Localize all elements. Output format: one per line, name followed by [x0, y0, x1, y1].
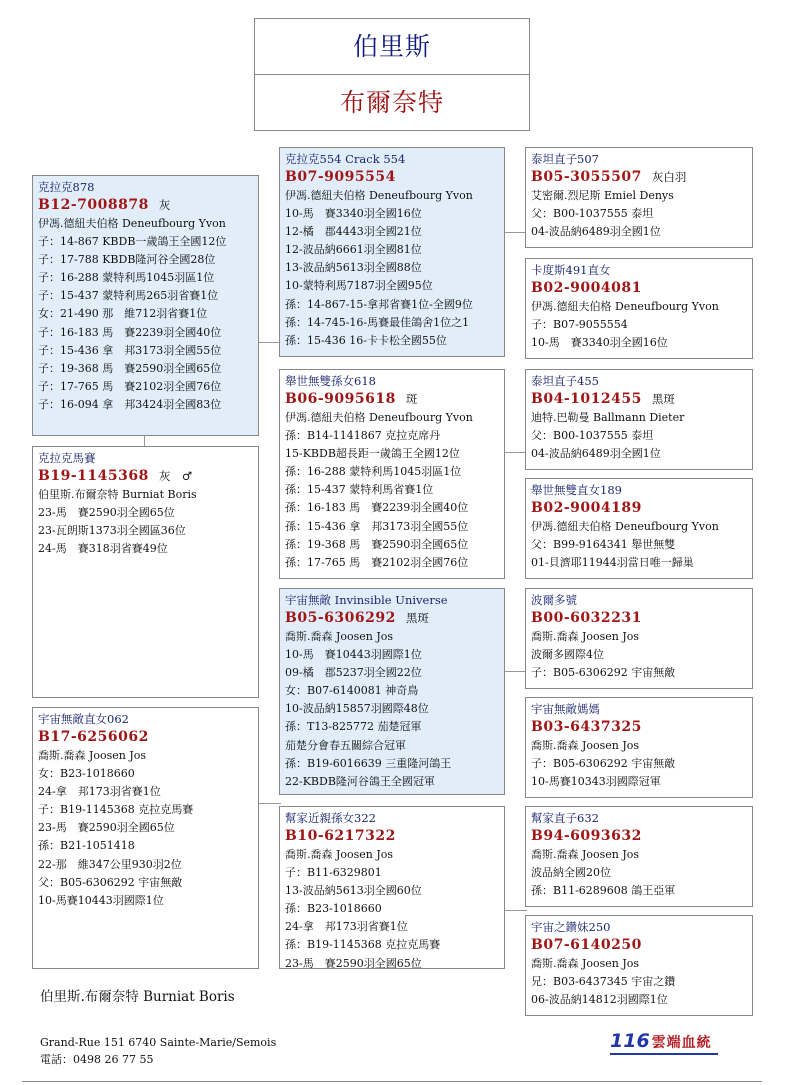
bird-detail-line: 喬斯.喬森 Joosen Jos	[285, 848, 394, 861]
bird-ring-number: B07-6140250	[531, 937, 642, 953]
bird-ring-number: B04-1012455	[531, 391, 642, 407]
bird-ring-number: B05-3055507	[531, 169, 642, 185]
connector	[257, 803, 281, 804]
bird-detail-line: 10-馬賽10343羽國際冠軍	[531, 775, 661, 789]
bird-ring-row	[285, 827, 504, 846]
bird-detail-line: 艾密爾.烈尼斯 Emiel Denys	[531, 189, 674, 202]
bird-detail-line: 孫：17-765 馬 賽2102羽全國76位	[285, 555, 469, 569]
bird-detail-line: 喬斯.喬森 Joosen Jos	[38, 749, 147, 762]
bird-detail-line: 子：B19-1145368 克拉克馬賽	[38, 803, 194, 817]
bird-detail-line: 15-KBDB超長距一歲鴿王全國12位	[285, 447, 460, 461]
owner-address: Grand-Rue 151 6740 Sainte-Marie/Semois	[40, 1036, 277, 1049]
bird-detail-line: 伊馮.德紐夫伯格 Deneufbourg Yvon	[38, 217, 226, 230]
bird-detail-line: 22-那 維347公里930羽2位	[38, 857, 182, 871]
bird-ring-number: B12-7008878	[38, 197, 149, 213]
bird-detail-line: 子：16-094 拿 邦3424羽全國83位	[38, 397, 222, 411]
bird-card-dam	[32, 707, 259, 969]
bird-name: 克拉克馬賽	[38, 451, 96, 465]
bird-detail-line: 喬斯.喬森 Joosen Jos	[531, 739, 640, 752]
bird-detail-line: 孫：B11-6289608 鴿王亞軍	[531, 884, 676, 898]
bird-detail-line: 孫：14-745-16-馬賽最佳鴿舍1位之1	[285, 315, 470, 329]
connector	[257, 342, 281, 343]
bird-ring-number: B02-9004189	[531, 500, 642, 516]
bird-detail-line: 10-馬賽10443羽國際1位	[38, 893, 164, 907]
connector	[503, 232, 527, 233]
bird-ring-number: B00-6032231	[531, 610, 642, 626]
bird-detail-line: 23-馬 賽2590羽全國65位	[38, 506, 175, 520]
bird-name: 舉世無雙孫女618	[285, 374, 376, 388]
bird-detail-line: 孫：16-288 蒙特利馬1045羽區1位	[285, 465, 462, 479]
bird-detail-line: 伊馮.德紐夫伯格 Deneufbourg Yvon	[285, 411, 473, 424]
connector	[144, 436, 145, 446]
bird-name: 宇宙無敵媽媽	[531, 702, 600, 716]
bird-ring-row	[531, 499, 752, 518]
bird-card-ggp-5	[525, 588, 753, 689]
bird-name: 克拉克878	[38, 180, 95, 194]
connector	[503, 910, 527, 911]
bird-detail-line: 10-馬 賽3340羽全國16位	[285, 207, 422, 221]
bird-detail-line: 10-馬 賽3340羽全國16位	[531, 336, 668, 350]
bird-detail-line: 孫：B14-1141867 克拉克席丹	[285, 429, 441, 443]
bird-card-ggp-2	[525, 258, 753, 359]
bird-detail-line: 孫：19-368 馬 賽2590羽全國65位	[285, 537, 469, 551]
owner-contact	[40, 1034, 276, 1068]
bird-ring-number: B94-6093632	[531, 828, 642, 844]
bird-detail-line: 23-瓦朗斯1373羽全國區36位	[38, 524, 186, 538]
bird-detail-line: 10-波品納15857羽國際48位	[285, 702, 429, 716]
bird-name: 泰坦直子455	[531, 374, 599, 388]
bird-color: 灰 ♂	[158, 469, 193, 483]
owner-name: 伯里斯.布爾奈特 Burniat Boris	[40, 989, 235, 1005]
bird-detail-line: 10-馬 賽10443羽國際1位	[285, 648, 422, 662]
bird-detail-line: 伊馮.德紐夫伯格 Deneufbourg Yvon	[531, 520, 719, 533]
pedigree-header	[254, 18, 530, 131]
bird-card-ggp-4	[525, 478, 753, 579]
bird-detail-line: 孫：15-436 拿 邦3173羽全國55位	[285, 519, 469, 533]
bird-detail-line: 喬斯.喬森 Joosen Jos	[531, 848, 640, 861]
bird-name: 宇宙無敵直女062	[38, 712, 129, 726]
bird-color: 斑	[405, 392, 418, 406]
bird-card-ggp-6	[525, 697, 753, 798]
bird-detail-line: 迪特.巴勒曼 Ballmann Dieter	[531, 411, 685, 424]
bird-detail-line: 孫：T13-825772 茄楚冠軍	[285, 720, 422, 734]
bird-ring-row	[38, 467, 258, 486]
bird-detail-line: 伊馮.德紐夫伯格 Deneufbourg Yvon	[531, 300, 719, 313]
bird-ring-row	[531, 168, 752, 187]
bird-detail-line: 子：B05-6306292 宇宙無敵	[531, 757, 676, 771]
bird-detail-line: 22-KBDB隆河谷鴿王全國冠軍	[285, 774, 435, 788]
owner-phone: 電話：0498 26 77 55	[40, 1053, 154, 1066]
bird-ring-number: B19-1145368	[38, 468, 149, 484]
bird-detail-line: 父：B05-6306292 宇宙無敵	[38, 875, 183, 889]
bird-card-ggp-7	[525, 806, 753, 907]
bird-name: 泰坦直子507	[531, 152, 599, 166]
bird-detail-line: 父：B99-9164341 舉世無雙	[531, 538, 676, 552]
bird-detail-line: 子：17-788 KBDB隆河谷全國28位	[38, 253, 216, 267]
bird-card-grandsire	[279, 147, 505, 357]
bird-ring-number: B07-9095554	[285, 169, 396, 185]
bird-name: 克拉克554 Crack 554	[285, 152, 406, 166]
header-title-owner-first: 伯里斯	[255, 19, 529, 75]
bird-detail-line: 女：B07-6140081 神奇鳥	[285, 684, 419, 698]
bird-detail-line: 09-橘 郡5237羽全國22位	[285, 666, 422, 680]
bird-name: 宇宙之鑽妹250	[531, 920, 611, 934]
header-title-owner-last: 布爾奈特	[339, 88, 444, 117]
bird-card-sire	[32, 175, 259, 436]
bird-detail-line: 伯里斯.布爾奈特 Burniat Boris	[38, 488, 197, 501]
bird-card-dam-sire	[279, 588, 505, 795]
bird-ring-row	[285, 390, 504, 409]
bird-detail-line: 父：B00-1037555 泰坦	[531, 207, 654, 221]
bird-detail-line: 子：15-437 蒙特利馬265羽省賽1位	[38, 289, 219, 303]
bird-ring-number: B06-9095618	[285, 391, 396, 407]
bird-detail-line: 子：B05-6306292 宇宙無敵	[531, 666, 676, 680]
bird-detail-line: 兄：B03-6437345 宇宙之鑽	[531, 975, 676, 989]
bird-detail-line: 伊馮.德紐夫伯格 Deneufbourg Yvon	[285, 189, 473, 202]
bird-detail-line: 12-波品納6661羽全國81位	[285, 243, 422, 257]
bird-detail-line: 孫：B19-6016639 三重隆河鴿王	[285, 756, 452, 770]
bird-detail-line: 子：14-867 KBDB一歲鴿王全國12位	[38, 235, 227, 249]
bird-detail-line: 女：21-490 那 維712羽省賽1位	[38, 307, 208, 321]
bird-ring-number: B03-6437325	[531, 719, 642, 735]
logo-number: 116	[610, 1030, 650, 1052]
bird-ring-number: B17-6256062	[38, 729, 149, 745]
bird-name: 卡度斯491直女	[531, 263, 611, 277]
bird-detail-line: 子：15-436 拿 邦3173羽全國55位	[38, 343, 222, 357]
bird-detail-line: 孫：B23-1018660	[285, 902, 382, 916]
bird-card-ggp-1	[525, 147, 753, 248]
bird-color: 灰白羽	[651, 170, 687, 184]
bird-ring-row	[531, 279, 752, 298]
bird-ring-row	[531, 827, 752, 846]
bird-detail-line: 04-波品納6489羽全國1位	[531, 447, 661, 461]
bird-ring-number: B02-9004081	[531, 280, 642, 296]
bird-ring-row	[531, 390, 752, 409]
bird-ring-row	[285, 168, 504, 187]
bird-detail-line: 13-波品納5613羽全國60位	[285, 884, 422, 898]
bird-card-dam-dam	[279, 806, 505, 969]
bird-card-subject	[32, 446, 259, 698]
bird-name: 波爾多號	[531, 593, 577, 607]
bird-detail-line: 孫：15-437 蒙特利馬省賽1位	[285, 483, 434, 497]
bird-card-granddam	[279, 369, 505, 579]
bird-detail-line: 子：B11-6329801	[285, 866, 382, 880]
bird-ring-row	[38, 728, 258, 747]
bird-name: 幫家直子632	[531, 811, 599, 825]
bird-name: 幫家近親孫女322	[285, 811, 376, 825]
bird-detail-line: 孫：14-867-15-拿邦省賽1位-全國9位	[285, 297, 473, 311]
bird-detail-line: 子：16-288 蒙特利馬1045羽區1位	[38, 271, 215, 285]
bird-color: 黑斑	[405, 611, 429, 625]
bird-color: 灰	[158, 198, 171, 212]
bird-name: 舉世無雙直女189	[531, 483, 622, 497]
site-logo	[610, 1030, 718, 1055]
bird-ring-row	[531, 718, 752, 737]
bird-detail-line: 13-波品納5613羽全國88位	[285, 261, 422, 275]
bird-ring-row	[531, 936, 752, 955]
bird-detail-line: 喬斯.喬森 Joosen Jos	[531, 957, 640, 970]
bird-detail-line: 孫：15-436 16-卡卡松全國55位	[285, 333, 447, 347]
bird-card-ggp-3	[525, 369, 753, 470]
connector	[503, 452, 527, 453]
bird-detail-line: 12-橘 郡4443羽全國21位	[285, 225, 422, 239]
bird-detail-line: 父：B00-1037555 泰坦	[531, 429, 654, 443]
logo-text: 雲端血統	[651, 1035, 712, 1051]
bird-detail-line: 女：B23-1018660	[38, 767, 135, 781]
bird-detail-line: 10-蒙特利馬7187羽全國95位	[285, 279, 433, 293]
bird-detail-line: 孫：B21-1051418	[38, 839, 135, 853]
bird-detail-line: 子：B07-9055554	[531, 318, 628, 332]
connector	[503, 671, 527, 672]
bird-detail-line: 24-拿 邦173羽省賽1位	[285, 920, 408, 934]
bird-detail-line: 06-波品納14812羽國際1位	[531, 993, 668, 1007]
bird-ring-row	[38, 196, 258, 215]
bird-detail-line: 孫：16-183 馬 賽2239羽全國40位	[285, 501, 469, 515]
bird-detail-line: 24-拿 邦173羽省賽1位	[38, 785, 161, 799]
bird-detail-line: 子：19-368 馬 賽2590羽全國65位	[38, 361, 222, 375]
bird-detail-line: 04-波品納6489羽全國1位	[531, 225, 661, 239]
bottom-divider	[22, 1081, 762, 1082]
bird-detail-line: 子：16-183 馬 賽2239羽全國40位	[38, 325, 222, 339]
bird-card-ggp-8	[525, 915, 753, 1016]
bird-detail-line: 茄楚分會春五關綜合冠軍	[285, 738, 406, 752]
bird-detail-line: 波爾多國際4位	[531, 648, 604, 662]
bird-ring-row	[285, 609, 504, 628]
bird-detail-line: 喬斯.喬森 Joosen Jos	[285, 630, 394, 643]
bird-name: 宇宙無敵 Invinsible Universe	[285, 593, 448, 607]
bird-detail-line: 子：17-765 馬 賽2102羽全國76位	[38, 379, 222, 393]
logo-underline	[610, 1053, 718, 1055]
bird-detail-line: 喬斯.喬森 Joosen Jos	[531, 630, 640, 643]
bird-detail-line: 01-貝濟耶11944羽當日唯一歸巢	[531, 556, 694, 570]
bird-ring-number: B05-6306292	[285, 610, 396, 626]
bird-detail-line: 23-馬 賽2590羽全國65位	[38, 821, 175, 835]
bird-detail-line: 23-馬 賽2590羽全國65位	[285, 956, 422, 969]
bird-ring-number: B10-6217322	[285, 828, 396, 844]
bird-detail-line: 孫：B19-1145368 克拉克馬賽	[285, 938, 441, 952]
bird-color: 黑斑	[651, 392, 675, 406]
bird-detail-line: 波品納全國20位	[531, 866, 611, 880]
bird-ring-row	[531, 609, 752, 628]
bird-detail-line: 24-馬 賽318羽省賽49位	[38, 542, 168, 556]
